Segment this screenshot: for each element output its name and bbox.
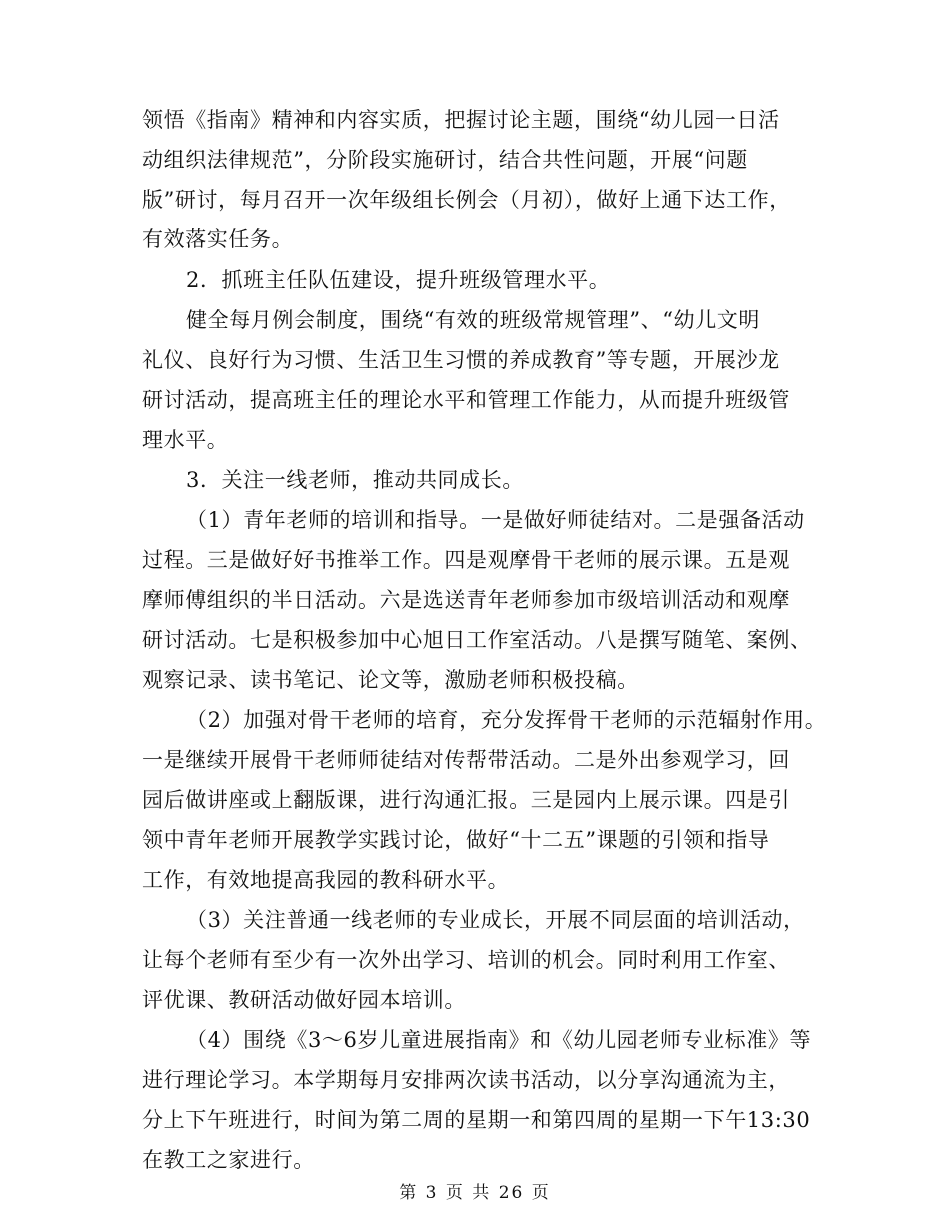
paragraph-line: 园后做讲座或上翻版课，进行沟通汇报。三是园内上展示课。四是引 [142,788,790,812]
paragraph-line: 摩师傅组织的半日活动。六是选送青年老师参加市级培训活动和观摩 [142,588,790,612]
section-heading: 3．关注一线老师，推动共同成长。 [186,468,524,492]
page-number-footer: 第 3 页 共 26 页 [399,1183,551,1203]
paragraph-line: （1）青年老师的培训和指导。一是做好师徒结对。二是强备活动 [186,508,805,532]
paragraph-line: 进行理论学习。本学期每月安排两次读书活动，以分享沟通流为主， [142,1068,790,1092]
paragraph-line: （2）加强对骨干老师的培育，充分发挥骨干老师的示范辐射作用。 [186,708,827,732]
paragraph-line: 过程。三是做好好书推举工作。四是观摩骨干老师的展示课。五是观 [142,548,790,572]
paragraph-line: 评优课、教研活动做好园本培训。 [142,988,466,1012]
paragraph-line: 动组织法律规范”，分阶段实施研讨，结合共性问题，开展“问题 [142,148,748,172]
paragraph-line: 一是继续开展骨干老师师徒结对传帮带活动。二是外出参观学习，回 [142,748,790,772]
paragraph-line: 领中青年老师开展教学实践讨论，做好“十二五”课题的引领和指导 [142,828,770,852]
paragraph-line: （4）围绕《3～6岁儿童进展指南》和《幼儿园老师专业标准》等 [186,1028,812,1052]
paragraph-line: 让每个老师有至少有一次外出学习、培训的机会。同时利用工作室、 [142,948,790,972]
paragraph-line: 研讨活动。七是积极参加中心旭日工作室活动。八是撰写随笔、案例、 [142,628,812,652]
paragraph-line: 版”研讨，每月召开一次年级组长例会（月初），做好上通下达工作， [142,188,791,212]
paragraph-line: （3）关注普通一线老师的专业成长，开展不同层面的培训活动， [186,908,805,932]
paragraph-line: 在教工之家进行。 [142,1148,315,1172]
paragraph-line: 有效落实任务。 [142,227,294,251]
paragraph-line: 理水平。 [142,428,229,452]
paragraph-line: 研讨活动，提高班主任的理论水平和管理工作能力，从而提升班级管 [142,388,790,412]
paragraph-line: 观察记录、读书笔记、论文等，激励老师积极投稿。 [142,668,639,692]
paragraph-line: 礼仪、良好行为习惯、生活卫生习惯的养成教育”等专题，开展沙龙 [142,348,780,372]
paragraph-line: 健全每月例会制度，围绕“有效的班级常规管理”、“幼儿文明 [186,308,761,332]
paragraph-line: 工作，有效地提高我园的教科研水平。 [142,868,510,892]
paragraph-line: 领悟《指南》精神和内容实质，把握讨论主题，围绕“幼儿园一日活 [142,108,780,132]
paragraph-line: 分上下午班进行，时间为第二周的星期一和第四周的星期一下午13:30 [142,1108,811,1132]
section-heading: 2．抓班主任队伍建设，提升班级管理水平。 [186,268,611,292]
